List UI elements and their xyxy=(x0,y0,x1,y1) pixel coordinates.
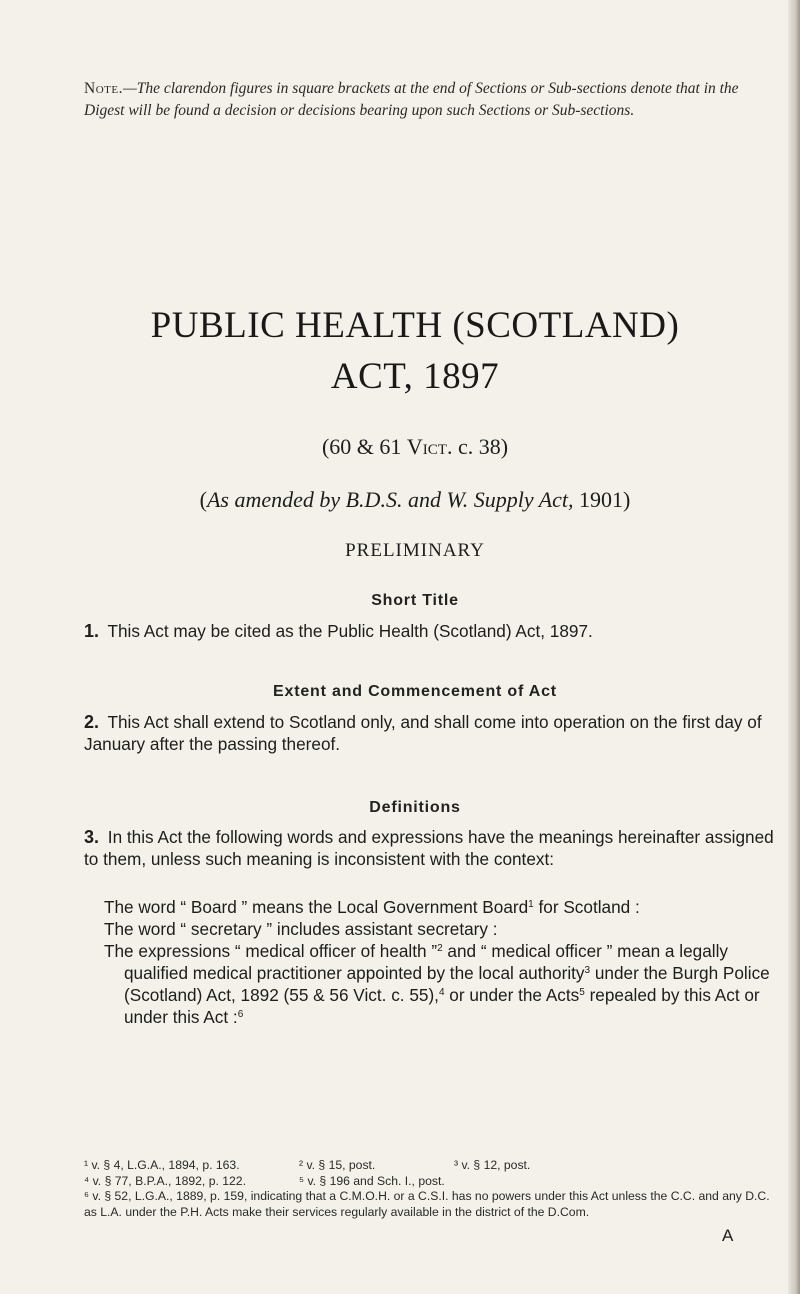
note-lead: Note. xyxy=(84,80,123,97)
section-heading-definitions: Definitions xyxy=(369,799,461,816)
def-text: or under the Acts xyxy=(444,985,580,1005)
def-text: The word “ Board ” means the Local Government Board xyxy=(104,897,529,917)
footnote-ref: 6 xyxy=(237,1009,244,1020)
section-text: This Act may be cited as the Public Health (Scotland) Act, 1897. xyxy=(107,621,593,641)
footnote-4: ⁴ v. § 77, B.P.A., 1892, p. 122. xyxy=(84,1173,246,1188)
amend-open: ( xyxy=(199,487,207,512)
def-text: for Scotland : xyxy=(533,897,640,917)
section-text: This Act shall extend to Scotland only, and shall come into operation on the first day of January after the passing thereof. xyxy=(84,712,762,754)
definition-secretary xyxy=(104,918,774,940)
def-text: and “ medical officer ” mean a legally qualified medical practitioner appointed by the local authority xyxy=(124,941,728,983)
definitions-list xyxy=(84,896,774,1028)
footnote-row-1 xyxy=(84,1158,774,1174)
note-text: —The clarendon figures in square brackets at the end of Sections or Sub-sections denote that in the Digest will be found a decision or decisions bearing upon such Sections or Sub-sections. xyxy=(84,80,739,119)
section-2 xyxy=(84,711,774,755)
act-title-line1: PUBLIC HEALTH (SCOTLAND) xyxy=(150,305,680,346)
page-edge-shadow xyxy=(788,0,800,1294)
section-1 xyxy=(84,620,774,642)
footnote-ref: 1 xyxy=(528,899,534,910)
definition-medical-officer xyxy=(104,940,774,1028)
citation-pre: (60 & 61 xyxy=(321,434,407,459)
footnote-ref: 3 xyxy=(584,965,591,976)
amend-text: As amended by B.D.S. and W. Supply Act, xyxy=(206,487,574,512)
footnote-row-2 xyxy=(84,1174,774,1190)
clarendon-note xyxy=(84,78,774,122)
footnote-1: ¹ v. § 4, L.G.A., 1894, p. 163. xyxy=(84,1158,240,1172)
amendment-note xyxy=(70,487,760,513)
footnote-3: ³ v. § 12, post. xyxy=(454,1158,531,1172)
section-number: 2. xyxy=(84,712,100,732)
footnote-ref: 2 xyxy=(437,943,443,954)
footnote-6: ⁶ v. § 52, L.G.A., 1889, p. 159, indicating that a C.M.O.H. or a C.S.I. has no powers under this Act unless the C.C. and any D.C. as L.A. under the P.H. Acts make their services regularly available in the district of the D.Com. xyxy=(84,1189,770,1219)
definition-board xyxy=(104,896,774,918)
section-number: 1. xyxy=(84,621,100,641)
citation-vict: Vict. xyxy=(406,434,453,459)
footnote-ref: 4 xyxy=(438,987,445,998)
footnote-ref: 5 xyxy=(579,987,585,998)
def-text: The word “ secretary ” includes assistant secretary : xyxy=(104,919,498,939)
amend-year: 1901) xyxy=(573,487,631,512)
section-3 xyxy=(84,826,774,870)
citation-post: c. 38) xyxy=(452,434,509,459)
footnotes xyxy=(84,1158,774,1220)
act-citation xyxy=(70,434,760,460)
section-heading-extent: Extent and Commencement of Act xyxy=(273,683,557,700)
def-text: repealed by this Act or under this Act : xyxy=(124,985,760,1027)
footnote-5: ⁵ v. § 196 and Sch. I., post. xyxy=(299,1173,445,1188)
def-text: The expressions “ medical officer of health ” xyxy=(104,941,438,961)
def-text: under the Burgh Police (Scotland) Act, 1892 (55 & 56 Vict. c. 55), xyxy=(124,963,770,1005)
section-number: 3. xyxy=(84,827,100,847)
section-text: In this Act the following words and expressions have the meanings hereinafter assigned to them, unless such meaning is inconsistent with the context: xyxy=(84,827,774,869)
act-title-line2: ACT, 1897 xyxy=(330,356,500,397)
signature-mark: A xyxy=(722,1226,734,1245)
section-heading-short-title: Short Title xyxy=(371,592,459,609)
preliminary-heading: PRELIMINARY xyxy=(345,540,485,561)
footnote-2: ² v. § 15, post. xyxy=(299,1158,376,1172)
